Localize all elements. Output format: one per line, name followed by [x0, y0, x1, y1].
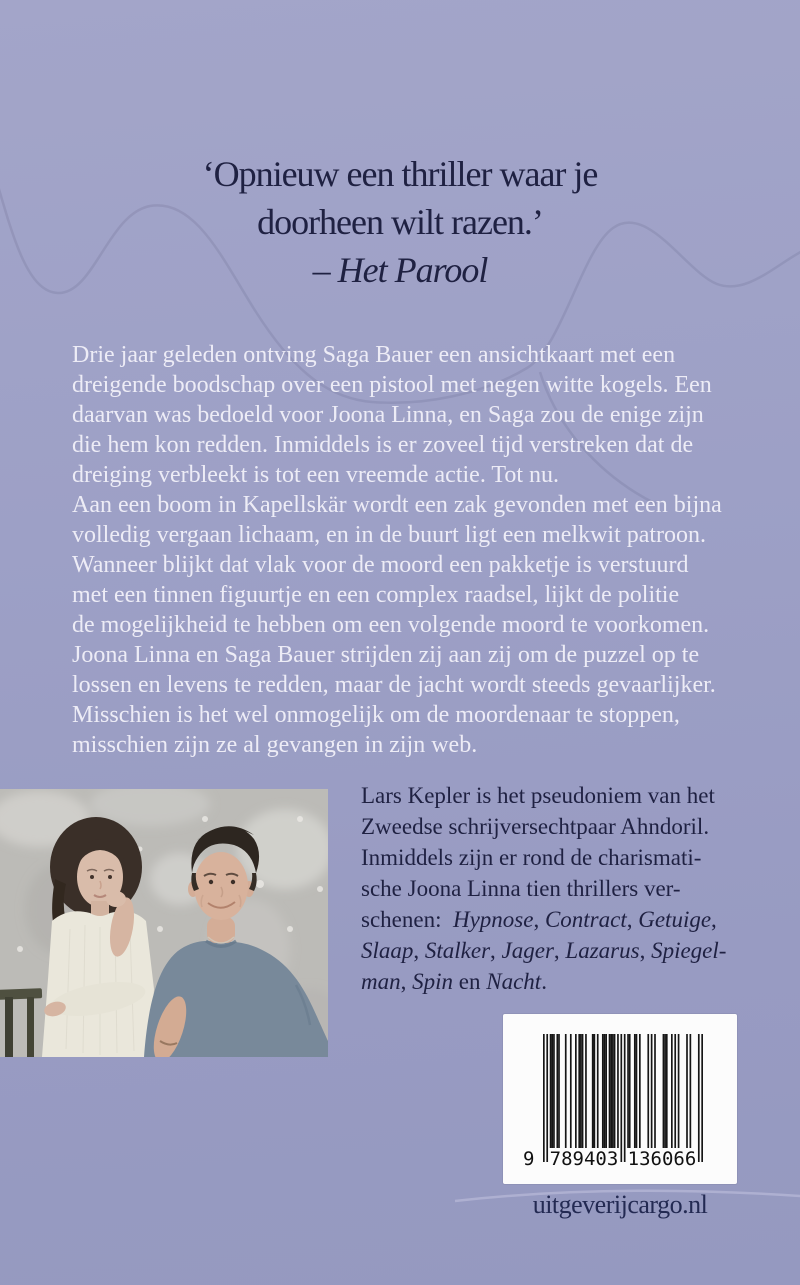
- synopsis-line: misschien zijn ze al gevangen in zijn web.: [72, 732, 478, 758]
- bio-text-segment: Zweedse schrijversechtpaar Ahndoril.: [361, 814, 710, 839]
- bio-line: [361, 842, 761, 873]
- woman-figure: [42, 817, 154, 1057]
- barcode-digit-first: 9: [523, 1148, 535, 1170]
- bio-text-segment: sche Joona Linna tien thrillers ver-: [361, 876, 681, 901]
- bio-text-segment: ,: [553, 938, 566, 963]
- bio-text-segment: schenen:: [361, 907, 453, 932]
- book-title: Spiegel-: [651, 938, 727, 963]
- synopsis-line: Drie jaar geleden ontving Saga Bauer een ansichtkaart met een: [72, 342, 676, 368]
- synopsis-line: Joona Linna en Saga Bauer strijden zij aan zij om de puzzel op te: [72, 642, 700, 668]
- synopsis-line: met een tinnen figuurtje en een complex raadsel, lijkt de politie: [72, 582, 680, 608]
- barcode: [503, 1014, 737, 1184]
- synopsis-line: die hem kon redden. Inmiddels is er zoveel tijd verstreken dat de: [72, 432, 694, 458]
- bio-line: [361, 873, 761, 904]
- bio-line: [361, 935, 761, 966]
- book-title: Getuige: [638, 907, 712, 932]
- book-title: Spin: [412, 969, 454, 994]
- author-bio: [361, 780, 761, 997]
- review-quote: [0, 150, 800, 294]
- synopsis: [72, 340, 722, 760]
- bio-text-segment: ,: [711, 907, 717, 932]
- synopsis-line: volledig vergaan lichaam, en in de buurt ligt een melkwit patroon.: [72, 522, 707, 548]
- bio-text-segment: .: [541, 969, 547, 994]
- book-title: Hypnose: [452, 907, 534, 932]
- synopsis-line: dreiging verbleekt is tot een vreemde actie. Tot nu.: [72, 462, 560, 488]
- book-title: man: [361, 969, 401, 994]
- barcode-digit-group2: 136066: [627, 1148, 697, 1170]
- book-title: Jager: [501, 938, 554, 963]
- bio-text-segment: ,: [639, 938, 652, 963]
- book-title: Lazarus: [565, 938, 640, 963]
- quote-line-2: doorheen wilt razen.’: [257, 202, 543, 242]
- barcode-digit-group1: 789403: [549, 1148, 619, 1170]
- bio-text-segment: ,: [400, 969, 413, 994]
- synopsis-line: Aan een boom in Kapellskär wordt een zak gevonden met een bijna: [72, 492, 722, 518]
- bio-text-segment: ,: [626, 907, 639, 932]
- synopsis-line: Wanneer blijkt dat vlak voor de moord een pakketje is verstuurd: [72, 552, 689, 578]
- bio-text-segment: ,: [533, 907, 545, 932]
- barcode-number: [503, 1148, 737, 1172]
- bio-text-segment: Lars Kepler is het pseudoniem van het: [361, 783, 715, 808]
- bio-line: [361, 904, 761, 935]
- bio-line: [361, 811, 761, 842]
- bio-text-segment: ,: [413, 938, 425, 963]
- bio-text-segment: en: [453, 969, 487, 994]
- author-photo: [0, 789, 328, 1057]
- publisher-url: uitgeverijcargo.nl: [532, 1190, 708, 1219]
- synopsis-line: daarvan was bedoeld voor Joona Linna, en Saga zou de enige zijn: [72, 402, 704, 428]
- quote-attribution: – Het Parool: [312, 250, 488, 290]
- bio-text-segment: Inmiddels zijn er rond de charismati-: [361, 845, 702, 870]
- book-title: Nacht: [486, 969, 542, 994]
- synopsis-line: de mogelijkheid te hebben om een volgende moord te voorkomen.: [72, 612, 710, 638]
- book-title: Stalker: [424, 938, 491, 963]
- book-title: Contract: [544, 907, 627, 932]
- synopsis-line: Misschien is het wel onmogelijk om de moordenaar te stoppen,: [72, 702, 680, 728]
- bio-line: [361, 780, 761, 811]
- barcode-bars: [543, 1034, 703, 1164]
- synopsis-line: lossen en levens te redden, maar de jacht wordt steeds gevaarlijker.: [72, 672, 716, 698]
- quote-line-1: ‘Opnieuw een thriller waar je: [202, 154, 598, 194]
- book-title: Slaap: [361, 938, 414, 963]
- synopsis-line: dreigende boodschap over een pistool met negen witte kogels. Een: [72, 372, 712, 398]
- bio-text-segment: ,: [490, 938, 502, 963]
- bio-line: [361, 966, 761, 997]
